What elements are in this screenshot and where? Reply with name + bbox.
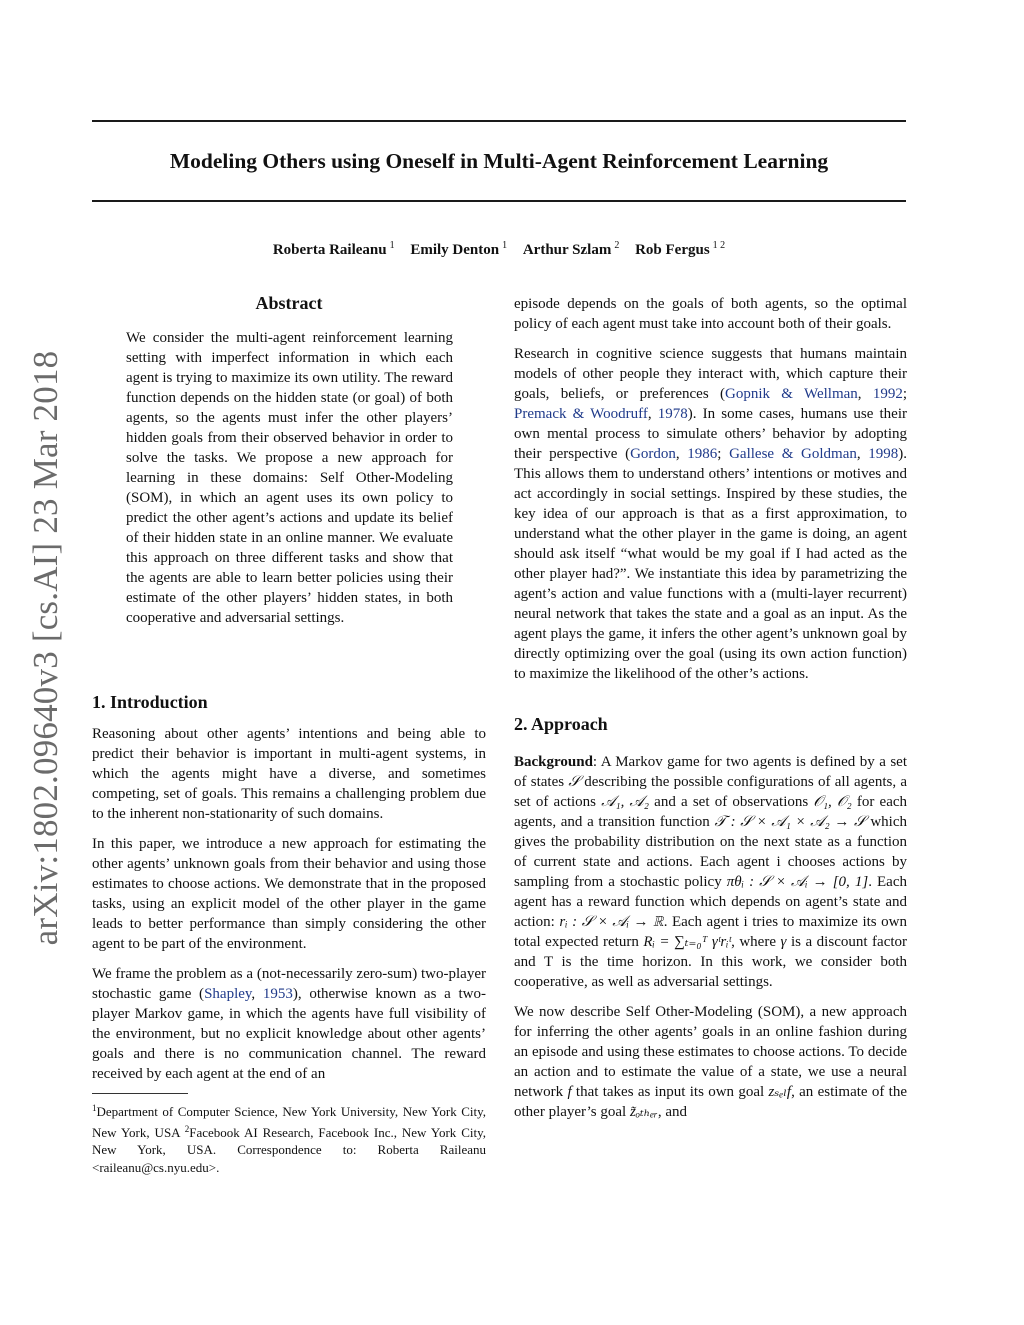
author-affiliation: 1 xyxy=(389,240,395,251)
author-affiliation: 2 xyxy=(614,240,620,251)
math-f: f xyxy=(567,1084,572,1100)
math-transition: 𝒯 : 𝒮 × 𝒜₁ × 𝒜₂ → 𝒮 xyxy=(714,814,866,830)
arxiv-identifier-stamp: arXiv:1802.09640v3 [cs.AI] 23 Mar 2018 xyxy=(26,350,65,946)
citation-link[interactable]: Premack & Woodruff xyxy=(514,406,648,422)
footnote-rule xyxy=(92,1093,188,1094)
introduction-heading: 1. Introduction xyxy=(92,692,208,712)
math-z-other: z̃ₒₜₕₑᵣ xyxy=(629,1104,658,1120)
math-gamma: γ xyxy=(780,934,787,950)
math-actions: 𝒜₁, 𝒜₂ xyxy=(601,794,649,810)
author-affiliation: 1 2 xyxy=(712,240,726,251)
math-policy: πθᵢ : 𝒮 × 𝒜ᵢ → [0, 1] xyxy=(726,874,869,890)
footnote-text: $^1$Department of Computer Science, New York University, New York City, New York, USA $^2$Facebook AI Research, Facebook Inc., New York City, New York, USA. Correspondence to: Roberta Raileanu <raileanu@cs.nyu.edu>. xyxy=(92,1103,486,1175)
math-return: Rᵢ = ∑ₜ₌₀ᵀ γᵗrᵢᵗ xyxy=(643,934,732,950)
body-paragraph: episode depends on the goals of both agents, so the optimal policy of each agent must take into account both of their goals. xyxy=(514,296,907,332)
intro-paragraph: In this paper, we introduce a new approach for estimating the other agents’ unknown goals from their behavior and using those estimates to choose actions. We demonstrate that in the proposed tasks, using an explicit model of the other player in the game leads to better performance than simply considering the other agent to be part of the environment. xyxy=(92,836,486,952)
research-paragraph: Research in cognitive science suggests that humans maintain models of other people they interact with, which capture their goals, beliefs, or preferences (Gopnik & Wellman, 1992; Premack & Woodruff, 1978). In some cases, humans use their own mental process to simulate others’ behavior by adopting their perspective (Gordon, 1986; Gallese & Goldman, 1998). This allows them to understand others’ intentions or motives and act accordingly in social settings. Inspired by these studies, the key idea of our approach is that as a first approximation, to understand what the other player in the game is doing, an agent should ask itself “what would be my goal if I had acted as the other player had?”. We instantiate this idea by parametrizing the agent’s action and value functions with a (multi-layer recurrent) neural network that takes the state and a goal as an input. As the agent plays the game, it infers the other agent’s unknown goal by directly optimizing over the goal (using its own action function) to maximize the likelihood of the other’s actions. xyxy=(514,346,908,682)
citation-link[interactable]: Gopnik & Wellman xyxy=(724,386,858,402)
citation-link[interactable]: 1978 xyxy=(657,406,688,422)
author xyxy=(635,242,725,258)
background-paragraph: Background: A Markov game for two agents is defined by a set of states 𝒮 describing the possible configurations of all agents, a set of actions 𝒜₁, 𝒜₂ and a set of observations 𝒪₁, 𝒪₂ for each agents, and a transition function 𝒯 : 𝒮 × 𝒜₁ × 𝒜₂ → 𝒮 which gives the probability distribution on the next state as a function of current state and actions. Each agent i chooses actions by sampling from a stochastic policy πθᵢ : 𝒮 × 𝒜ᵢ → [0, 1]. Each agent has a reward function which depends on agent’s state and action: rᵢ : 𝒮 × 𝒜ᵢ → ℝ. Each agent i tries to maximize its own total expected return Rᵢ = ∑ₜ₌₀ᵀ γᵗrᵢᵗ, where γ is a discount factor and T is the time horizon. In this work, we consider both cooperative, as well as adversarial settings. xyxy=(514,754,908,990)
author-name: Emily Denton xyxy=(410,242,500,258)
citation-link[interactable]: Shapley xyxy=(204,986,252,1002)
background-label: Background xyxy=(514,754,593,770)
math-z-self: zₛₑₗf xyxy=(768,1084,792,1100)
paper-title: Modeling Others using Oneself in Multi-Agent Reinforcement Learning xyxy=(169,149,829,173)
author-name: Arthur Szlam xyxy=(522,242,612,258)
citation-link[interactable]: 1992 xyxy=(872,386,903,402)
som-paragraph: We now describe Self Other-Modeling (SOM), a new approach for inferring the other agents’ goals in an online fashion during an episode and using these estimates to choose actions. To decide an action and to estimate the value of a state, we use a neural network f that takes as input its own goal zₛₑₗf, an estimate of the other player’s goal z̃ₒₜₕₑᵣ, and xyxy=(514,1004,907,1120)
math-states: 𝒮 xyxy=(568,774,580,790)
intro-paragraph: We frame the problem as a (not-necessarily zero-sum) two-player stochastic game (Shapley, 1953), otherwise known as a two-player Markov game, in which the agents have full visibility of the environment, but no explicit knowledge about other agents’ goals and there is no communication channel. The reward received by each agent at the end of an xyxy=(92,966,486,1082)
title-rule-bottom xyxy=(92,200,906,202)
abstract-text: We consider the multi-agent reinforcement learning setting with imperfect information in which each agent is trying to maximize its own utility. The reward function depends on the hidden state (or goal) of both agents, so the agents must infer the other players’ hidden goals from their observed behavior in order to solve the tasks. We propose a new approach for learning in these domains: Self Other-Modeling (SOM), in which an agent uses its own policy to predict the other agent’s actions and update its belief of their hidden state in an online manner. We evaluate this approach on three different tasks and show that the agents are able to learn better policies using their estimate of the other players’ hidden states, in both cooperative and adversarial settings. xyxy=(126,330,453,626)
right-column xyxy=(514,294,907,1122)
author xyxy=(523,242,619,258)
citation-link[interactable]: 1998 xyxy=(868,446,899,462)
footnote xyxy=(92,1093,486,1176)
left-column xyxy=(92,288,486,1082)
citation-link[interactable]: Gordon xyxy=(630,446,676,462)
author xyxy=(273,242,395,258)
author-name: Roberta Raileanu xyxy=(272,242,387,258)
citation-link[interactable]: 1953 xyxy=(262,986,293,1002)
title-rule-top xyxy=(92,120,906,122)
abstract-heading: Abstract xyxy=(255,293,323,313)
introduction-body xyxy=(92,724,486,1084)
intro-paragraph: Reasoning about other agents’ intentions and being able to predict their behavior is important in multi-agent systems, in which the agents might have a diverse, and sometimes competing, set of goals. This remains a challenging problem due to the inherent non-stationarity of such domains. xyxy=(92,726,486,822)
math-reward: rᵢ : 𝒮 × 𝒜ᵢ → ℝ xyxy=(559,914,664,930)
approach-heading: 2. Approach xyxy=(514,714,608,734)
citation-link[interactable]: 1986 xyxy=(687,446,718,462)
math-observations: 𝒪₁, 𝒪₂ xyxy=(813,794,852,810)
author-list xyxy=(92,235,906,261)
author-affiliation: 1 xyxy=(502,240,508,251)
author xyxy=(410,242,507,258)
citation-link[interactable]: Gallese & Goldman xyxy=(729,446,857,462)
author-name: Rob Fergus xyxy=(635,242,710,258)
